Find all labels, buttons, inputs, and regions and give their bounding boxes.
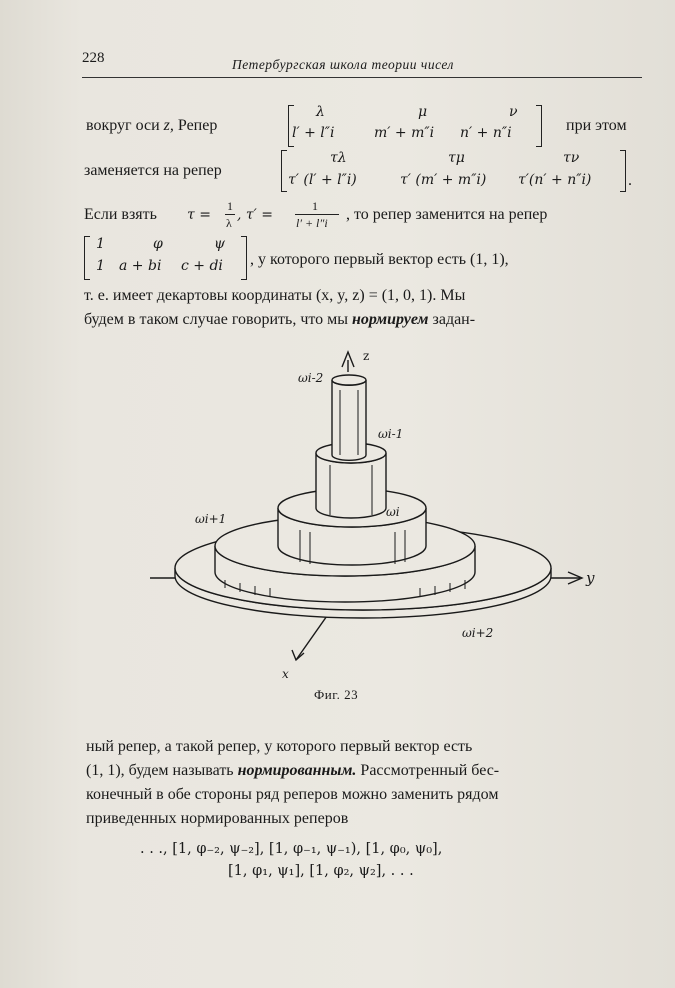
para2-line-2 xyxy=(86,762,499,780)
m2-b2: τ′ (m′ + m″i) xyxy=(400,172,487,188)
m1-mu: μ xyxy=(418,104,428,120)
label-omega-i-minus-1: ωi-1 xyxy=(378,427,404,441)
m3-a3: ψ xyxy=(214,236,225,252)
m3-a1: 1 xyxy=(96,236,105,252)
line-6-emphasis: нормируем xyxy=(352,311,429,328)
frac2-den: l′ + l″i xyxy=(296,216,328,230)
m3-b1: 1 xyxy=(96,258,105,274)
line-1-z: z, xyxy=(163,117,174,134)
disk-i-minus-2-side xyxy=(332,380,366,460)
para2-line-1: ный репер, а такой репер, у которого первый вектор есть xyxy=(86,738,473,755)
label-omega-i: ωi xyxy=(386,505,400,519)
line-6-part-a: будем в таком случае говорить, что мы xyxy=(84,311,349,328)
m1-b3: n′ + n″i xyxy=(460,125,512,141)
para2-line-3: конечный в обе стороны ряд реперов можно заменить рядом xyxy=(86,786,499,803)
m1-b2: m′ + m″i xyxy=(374,125,435,141)
frac1-den: λ xyxy=(226,216,232,230)
line-4-end: , у которого первый вектор есть (1, 1), xyxy=(250,251,509,268)
m2-b1: τ′ (l′ + l″i) xyxy=(288,172,357,188)
m2-t3: τν xyxy=(563,150,580,166)
m1-lambda: λ xyxy=(316,104,325,120)
label-omega-i-minus-2: ωi-2 xyxy=(298,371,324,385)
m3-a2: φ xyxy=(153,236,163,252)
para2-line-2-emphasis: нормированным. xyxy=(237,762,357,779)
m3-b3: c + di xyxy=(181,258,223,274)
figure-caption: Фиг. 23 xyxy=(314,687,359,702)
tau-eq: τ = xyxy=(187,207,211,223)
m2-t1: τλ xyxy=(330,150,347,166)
sequence-line-2: [1, φ₁, ψ₁], [1, φ₂, ψ₂], . . . xyxy=(228,863,414,879)
line-1-part-b: Репер xyxy=(177,117,218,134)
page-number: 228 xyxy=(82,50,105,66)
m1-nu: ν xyxy=(509,104,518,120)
para2-line-2-a: (1, 1), будем называть xyxy=(86,762,234,779)
frac1-num: 1 xyxy=(227,199,233,213)
label-omega-i-plus-2: ωi+2 xyxy=(462,626,494,640)
line-6-part-b: задан- xyxy=(432,311,476,328)
para2-line-2-b: Рассмотренный бес- xyxy=(360,762,500,779)
line-5: т. е. имеет декартовы координаты (x, y, z) = (1, 0, 1). Мы xyxy=(84,287,466,304)
label-x-axis: x xyxy=(282,667,289,681)
label-z-axis: z xyxy=(363,349,370,363)
line-1-part-a: вокруг оси xyxy=(86,117,160,134)
para2-line-4: приведенных нормированных реперов xyxy=(86,810,349,827)
line-2-text: заменяется на репер xyxy=(84,162,222,179)
m2-t2: τμ xyxy=(448,150,465,166)
m2-b3: τ′(n′ + n″i) xyxy=(518,172,592,188)
line-3-end: , то репер заменится на репер xyxy=(346,206,548,223)
sequence-line-1: . . ., [1, φ₋₂, ψ₋₂], [1, φ₋₁, ψ₋₁), [1, φ₀, ψ₀], xyxy=(140,841,443,857)
running-title: Петербургская школа теории чисел xyxy=(232,57,454,72)
matrix2-period: . xyxy=(628,172,632,189)
label-omega-i-plus-1: ωi+1 xyxy=(195,512,227,526)
disk-i-minus-2-top xyxy=(332,375,366,385)
m3-b2: a + bi xyxy=(119,258,162,274)
frac2-num: 1 xyxy=(312,199,318,213)
line-3-text: Если взять xyxy=(84,206,157,223)
m1-b1: l′ + l″i xyxy=(292,125,335,141)
line-1-end: при этом xyxy=(566,117,627,134)
tau-prime-eq: , τ′ = xyxy=(237,207,274,223)
label-y-axis: y xyxy=(586,569,595,587)
